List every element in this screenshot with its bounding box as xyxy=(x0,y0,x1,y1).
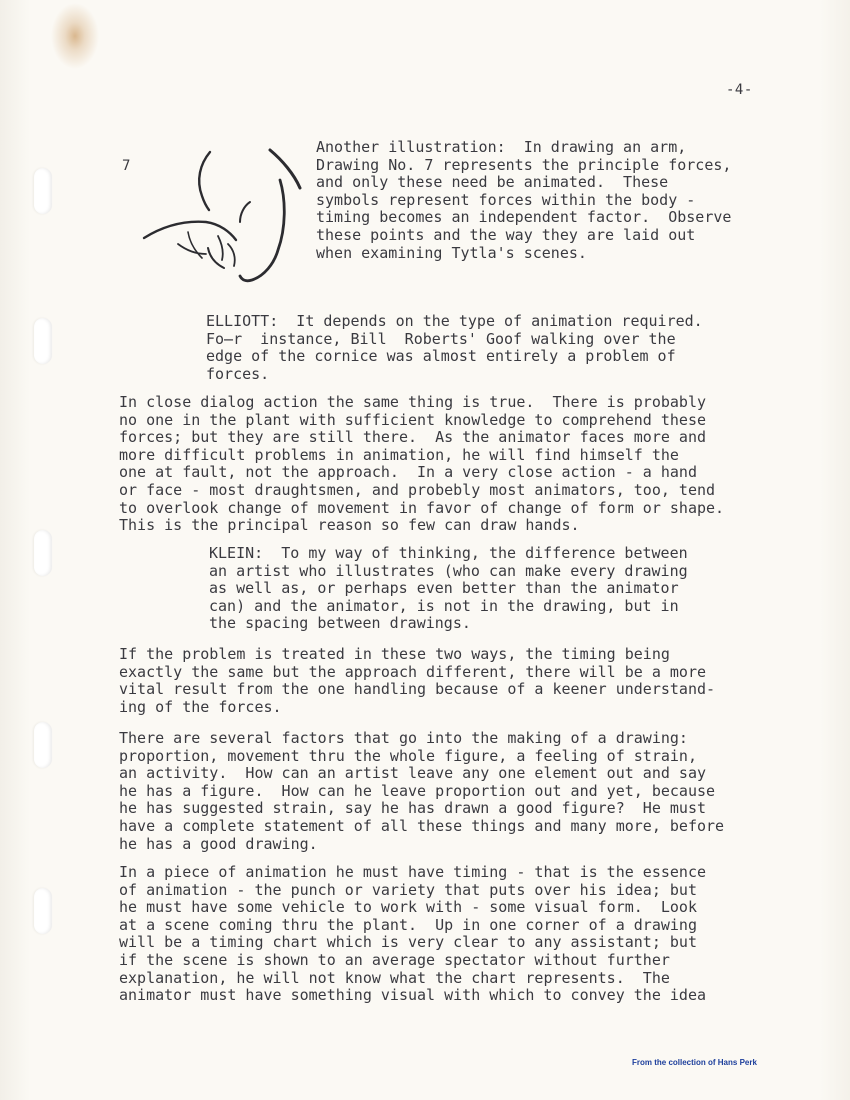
punch-hole-3 xyxy=(34,530,52,576)
text-line: when examining Tytla's scenes. xyxy=(316,243,587,262)
text-line: This is the principal reason so few can draw hands. xyxy=(119,516,580,535)
text-line: to overlook change of movement in favor of change of form or shape. xyxy=(119,498,725,517)
punch-hole-4 xyxy=(34,722,52,768)
text-line: at a scene coming thru the plant. Up in one corner of a drawing xyxy=(119,915,697,934)
text-line: have a complete statement of all these things and many more, before xyxy=(119,816,725,835)
text-line: he must have some vehicle to work with - some visual form. Look xyxy=(119,898,697,917)
paragraph-problem xyxy=(119,646,715,716)
text-line: an activity. How can an artist leave any one element out and say xyxy=(119,764,706,783)
text-line: the spacing between drawings. xyxy=(209,614,471,633)
text-line: edge of the cornice was almost entirely a problem of xyxy=(206,347,676,366)
text-line: ELLIOTT: It depends on the type of animation required. xyxy=(206,312,703,330)
text-line: vital result from the one handling because of a keener understand- xyxy=(119,680,716,699)
arm-forces-sketch-icon xyxy=(130,140,310,290)
page-number: -4- xyxy=(726,82,753,98)
figure-number: 7 xyxy=(122,158,131,174)
text-line: ing of the forces. xyxy=(119,697,282,716)
text-line: symbols represent forces within the body - xyxy=(316,190,696,209)
text-line: In close dialog action the same thing is true. There is probably xyxy=(119,393,706,411)
paragraph-klein xyxy=(209,545,688,633)
text-line: these points and the way they are laid out xyxy=(316,225,696,244)
text-line: Drawing No. 7 represents the principle forces, xyxy=(316,155,732,174)
text-line: can) and the animator, is not in the drawing, but in xyxy=(209,596,679,615)
text-line: timing becomes an independent factor. Observe xyxy=(316,208,732,227)
paragraph-illustration xyxy=(316,139,731,262)
paragraph-factors xyxy=(119,730,724,853)
text-line: KLEIN: To my way of thinking, the difference between xyxy=(209,544,688,562)
text-line: more difficult problems in animation, he will find himself the xyxy=(119,445,679,464)
punch-hole-2 xyxy=(34,318,52,364)
text-line: or face - most draughtsmen, and probebly most animators, too, tend xyxy=(119,480,716,499)
text-line: There are several factors that go into the making of a drawing: xyxy=(119,729,688,747)
text-line: forces; but they are still there. As the animator faces more and xyxy=(119,428,706,447)
text-line: of animation - the punch or variety that puts over his idea; but xyxy=(119,880,697,899)
text-line: he has a figure. How can he leave proportion out and yet, because xyxy=(119,781,716,800)
text-line: explanation, he will not know what the chart represents. The xyxy=(119,968,670,987)
paragraph-close-dialog xyxy=(119,394,724,535)
text-line: one at fault, not the approach. In a very close action - a hand xyxy=(119,463,697,482)
text-line: forces. xyxy=(206,364,270,383)
text-line: In a piece of animation he must have timing - that is the essence xyxy=(119,863,706,881)
text-line: he has suggested strain, say he has drawn a good figure? He must xyxy=(119,799,706,818)
text-line: exactly the same but the approach different, there will be a more xyxy=(119,662,706,681)
text-line: Another illustration: In drawing an arm, xyxy=(316,138,687,156)
text-line: he has a good drawing. xyxy=(119,834,318,853)
text-line: will be a timing chart which is very clear to any assistant; but xyxy=(119,933,697,952)
paragraph-elliott xyxy=(206,313,703,383)
punch-hole-1 xyxy=(34,168,52,214)
text-line: if the scene is shown to an average spectator without further xyxy=(119,950,670,969)
paragraph-animation xyxy=(119,864,706,1005)
text-line: If the problem is treated in these two ways, the timing being xyxy=(119,645,670,663)
text-line: animator must have something visual with which to convey the idea xyxy=(119,986,706,1005)
punch-hole-5 xyxy=(34,888,52,934)
collection-credit: From the collection of Hans Perk xyxy=(632,1058,757,1067)
text-line: and only these need be animated. These xyxy=(316,173,669,192)
text-line: no one in the plant with sufficient knowledge to comprehend these xyxy=(119,410,706,429)
text-line: an artist who illustrates (who can make every drawing xyxy=(209,561,688,580)
text-line: as well as, or perhaps even better than the animator xyxy=(209,579,679,598)
text-line: Fo̶r instance, Bill Roberts' Goof walking over the xyxy=(206,329,676,348)
text-line: proportion, movement thru the whole figure, a feeling of strain, xyxy=(119,746,697,765)
